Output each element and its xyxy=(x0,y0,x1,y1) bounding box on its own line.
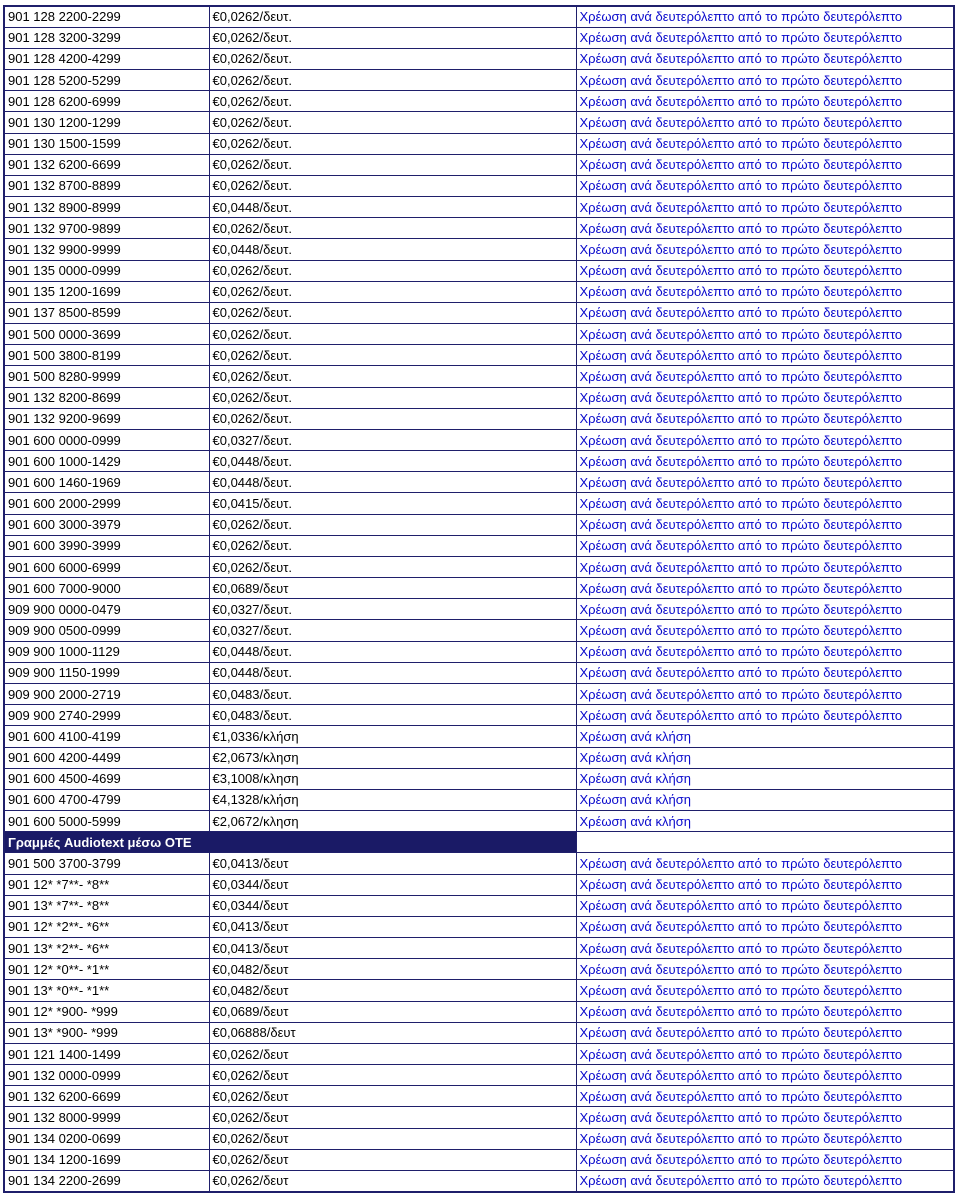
rate-cell: €0,0262/δευτ. xyxy=(209,27,576,48)
number-range-cell: 901 12* *0**- *1** xyxy=(4,959,209,980)
charge-note-cell: Χρέωση ανά δευτερόλεπτο από το πρώτο δευτερόλεπτο xyxy=(576,662,954,683)
table-row xyxy=(4,1086,954,1107)
charge-note-cell: Χρέωση ανά δευτερόλεπτο από το πρώτο δευτερόλεπτο xyxy=(576,514,954,535)
charge-note-cell: Χρέωση ανά δευτερόλεπτο από το πρώτο δευτερόλεπτο xyxy=(576,70,954,91)
table-row xyxy=(4,705,954,726)
charge-note-cell: Χρέωση ανά δευτερόλεπτο από το πρώτο δευτερόλεπτο xyxy=(576,620,954,641)
table-row xyxy=(4,662,954,683)
table-row xyxy=(4,916,954,937)
rate-cell: €0,0262/δευτ. xyxy=(209,514,576,535)
charge-note-cell: Χρέωση ανά δευτερόλεπτο από το πρώτο δευτερόλεπτο xyxy=(576,324,954,345)
table-row xyxy=(4,1022,954,1043)
number-range-cell: 901 128 4200-4299 xyxy=(4,48,209,69)
table-row xyxy=(4,1128,954,1149)
table-row xyxy=(4,281,954,302)
number-range-cell: 901 600 3990-3999 xyxy=(4,535,209,556)
table-row xyxy=(4,1149,954,1170)
number-range-cell: 901 132 0000-0999 xyxy=(4,1065,209,1086)
rate-cell: €2,0672/κληση xyxy=(209,811,576,832)
number-range-cell: 901 600 6000-6999 xyxy=(4,556,209,577)
rate-cell: €0,0344/δευτ xyxy=(209,874,576,895)
rate-cell: €0,0482/δευτ xyxy=(209,959,576,980)
table-row xyxy=(4,27,954,48)
rate-cell: €0,0262/δευτ. xyxy=(209,70,576,91)
number-range-cell: 901 600 7000-9000 xyxy=(4,578,209,599)
number-range-cell: 901 600 3000-3979 xyxy=(4,514,209,535)
charge-note-cell: Χρέωση ανά δευτερόλεπτο από το πρώτο δευτερόλεπτο xyxy=(576,938,954,959)
rate-cell: €0,0262/δευτ. xyxy=(209,281,576,302)
charge-note-cell: Χρέωση ανά δευτερόλεπτο από το πρώτο δευτερόλεπτο xyxy=(576,1128,954,1149)
charge-note-cell: Χρέωση ανά δευτερόλεπτο από το πρώτο δευτερόλεπτο xyxy=(576,48,954,69)
rate-cell: €0,0448/δευτ. xyxy=(209,451,576,472)
rate-cell: €0,0483/δευτ. xyxy=(209,705,576,726)
charge-note-cell: Χρέωση ανά δευτερόλεπτο από το πρώτο δευτερόλεπτο xyxy=(576,1065,954,1086)
charge-note-cell: Χρέωση ανά δευτερόλεπτο από το πρώτο δευτερόλεπτο xyxy=(576,684,954,705)
charge-note-cell: Χρέωση ανά δευτερόλεπτο από το πρώτο δευτερόλεπτο xyxy=(576,112,954,133)
number-range-cell: 901 13* *7**- *8** xyxy=(4,895,209,916)
rate-cell: €0,0262/δευτ. xyxy=(209,408,576,429)
charge-note-cell: Χρέωση ανά δευτερόλεπτο από το πρώτο δευτερόλεπτο xyxy=(576,578,954,599)
table-row xyxy=(4,578,954,599)
number-range-cell: 901 128 6200-6999 xyxy=(4,91,209,112)
charge-note-cell: Χρέωση ανά δευτερόλεπτο από το πρώτο δευτερόλεπτο xyxy=(576,1149,954,1170)
charge-note-cell: Χρέωση ανά δευτερόλεπτο από το πρώτο δευτερόλεπτο xyxy=(576,408,954,429)
number-range-cell: 909 900 2740-2999 xyxy=(4,705,209,726)
charge-note-cell: Χρέωση ανά δευτερόλεπτο από το πρώτο δευτερόλεπτο xyxy=(576,154,954,175)
number-range-cell: 901 13* *900- *999 xyxy=(4,1022,209,1043)
number-range-cell: 901 600 1460-1969 xyxy=(4,472,209,493)
table-row xyxy=(4,1065,954,1086)
number-range-cell: 901 600 5000-5999 xyxy=(4,811,209,832)
charge-note-cell: Χρέωση ανά δευτερόλεπτο από το πρώτο δευτερόλεπτο xyxy=(576,239,954,260)
table-row xyxy=(4,154,954,175)
rate-cell: €0,0262/δευτ. xyxy=(209,218,576,239)
number-range-cell: 901 128 5200-5299 xyxy=(4,70,209,91)
number-range-cell: 901 132 8700-8899 xyxy=(4,175,209,196)
charge-note-cell: Χρέωση ανά δευτερόλεπτο από το πρώτο δευτερόλεπτο xyxy=(576,197,954,218)
table-row xyxy=(4,472,954,493)
table-row xyxy=(4,1107,954,1128)
rate-cell: €0,0262/δευτ. xyxy=(209,535,576,556)
charge-note-cell: Χρέωση ανά δευτερόλεπτο από το πρώτο δευτερόλεπτο xyxy=(576,387,954,408)
table-row xyxy=(4,429,954,450)
charge-note-cell: Χρέωση ανά δευτερόλεπτο από το πρώτο δευτερόλεπτο xyxy=(576,599,954,620)
rate-cell: €0,0413/δευτ xyxy=(209,916,576,937)
charge-note-cell: Χρέωση ανά κλήση xyxy=(576,811,954,832)
table-row xyxy=(4,980,954,1001)
rate-cell: €0,0689/δευτ xyxy=(209,578,576,599)
table-row xyxy=(4,938,954,959)
rate-cell: €2,0673/κληση xyxy=(209,747,576,768)
charge-note-cell: Χρέωση ανά δευτερόλεπτο από το πρώτο δευτερόλεπτο xyxy=(576,91,954,112)
charge-note-cell: Χρέωση ανά δευτερόλεπτο από το πρώτο δευτερόλεπτο xyxy=(576,1022,954,1043)
rate-cell: €0,0262/δευτ xyxy=(209,1107,576,1128)
charge-note-cell: Χρέωση ανά δευτερόλεπτο από το πρώτο δευτερόλεπτο xyxy=(576,6,954,27)
charge-note-cell: Χρέωση ανά δευτερόλεπτο από το πρώτο δευτερόλεπτο xyxy=(576,1107,954,1128)
table-row xyxy=(4,345,954,366)
table-row xyxy=(4,789,954,810)
table-row xyxy=(4,620,954,641)
table-row xyxy=(4,6,954,27)
rate-cell: €0,0483/δευτ. xyxy=(209,684,576,705)
rate-table-body xyxy=(4,6,954,1192)
table-row xyxy=(4,493,954,514)
number-range-cell: 901 134 2200-2699 xyxy=(4,1170,209,1191)
charge-note-cell: Χρέωση ανά δευτερόλεπτο από το πρώτο δευτερόλεπτο xyxy=(576,175,954,196)
charge-note-cell: Χρέωση ανά δευτερόλεπτο από το πρώτο δευτερόλεπτο xyxy=(576,493,954,514)
rate-cell: €0,0448/δευτ. xyxy=(209,197,576,218)
empty-cell xyxy=(576,832,954,853)
rate-cell: €0,06888/δευτ xyxy=(209,1022,576,1043)
charge-note-cell: Χρέωση ανά κλήση xyxy=(576,789,954,810)
charge-note-cell: Χρέωση ανά δευτερόλεπτο από το πρώτο δευτερόλεπτο xyxy=(576,366,954,387)
rate-cell: €0,0262/δευτ. xyxy=(209,302,576,323)
table-row xyxy=(4,112,954,133)
rate-cell: €0,0344/δευτ xyxy=(209,895,576,916)
rate-cell: €0,0262/δευτ. xyxy=(209,112,576,133)
number-range-cell: 909 900 0500-0999 xyxy=(4,620,209,641)
table-row xyxy=(4,556,954,577)
number-range-cell: 901 600 0000-0999 xyxy=(4,429,209,450)
number-range-cell: 901 600 2000-2999 xyxy=(4,493,209,514)
number-range-cell: 901 134 1200-1699 xyxy=(4,1149,209,1170)
table-row xyxy=(4,408,954,429)
number-range-cell: 909 900 1150-1999 xyxy=(4,662,209,683)
table-row xyxy=(4,451,954,472)
rate-cell: €0,0262/δευτ. xyxy=(209,260,576,281)
charge-note-cell: Χρέωση ανά δευτερόλεπτο από το πρώτο δευτερόλεπτο xyxy=(576,1043,954,1064)
table-row xyxy=(4,387,954,408)
charge-note-cell: Χρέωση ανά δευτερόλεπτο από το πρώτο δευτερόλεπτο xyxy=(576,1086,954,1107)
number-range-cell: 909 900 1000-1129 xyxy=(4,641,209,662)
charge-note-cell: Χρέωση ανά δευτερόλεπτο από το πρώτο δευτερόλεπτο xyxy=(576,895,954,916)
number-range-cell: 901 132 8900-8999 xyxy=(4,197,209,218)
rate-cell: €1,0336/κλήση xyxy=(209,726,576,747)
rate-cell: €0,0482/δευτ xyxy=(209,980,576,1001)
charge-note-cell: Χρέωση ανά δευτερόλεπτο από το πρώτο δευτερόλεπτο xyxy=(576,472,954,493)
rate-cell: €0,0262/δευτ. xyxy=(209,324,576,345)
table-row xyxy=(4,1170,954,1191)
table-row xyxy=(4,324,954,345)
section-header-row xyxy=(4,832,954,853)
table-row xyxy=(4,684,954,705)
charge-note-cell: Χρέωση ανά δευτερόλεπτο από το πρώτο δευτερόλεπτο xyxy=(576,345,954,366)
table-row xyxy=(4,768,954,789)
number-range-cell: 901 137 8500-8599 xyxy=(4,302,209,323)
rate-cell: €0,0262/δευτ. xyxy=(209,387,576,408)
rate-cell: €0,0327/δευτ. xyxy=(209,429,576,450)
charge-note-cell: Χρέωση ανά δευτερόλεπτο από το πρώτο δευτερόλεπτο xyxy=(576,27,954,48)
table-row xyxy=(4,91,954,112)
rate-cell: €0,0262/δευτ xyxy=(209,1086,576,1107)
rate-cell: €0,0262/δευτ. xyxy=(209,91,576,112)
rate-cell: €0,0262/δευτ. xyxy=(209,48,576,69)
number-range-cell: 901 13* *2**- *6** xyxy=(4,938,209,959)
table-row xyxy=(4,874,954,895)
table-row xyxy=(4,1001,954,1022)
table-row xyxy=(4,599,954,620)
table-row xyxy=(4,641,954,662)
rate-cell: €0,0327/δευτ. xyxy=(209,620,576,641)
charge-note-cell: Χρέωση ανά δευτερόλεπτο από το πρώτο δευτερόλεπτο xyxy=(576,641,954,662)
table-row xyxy=(4,48,954,69)
rate-cell: €0,0448/δευτ. xyxy=(209,239,576,260)
charge-note-cell: Χρέωση ανά δευτερόλεπτο από το πρώτο δευτερόλεπτο xyxy=(576,874,954,895)
number-range-cell: 901 500 8280-9999 xyxy=(4,366,209,387)
rate-cell: €0,0262/δευτ. xyxy=(209,345,576,366)
rate-cell: €3,1008/κληση xyxy=(209,768,576,789)
charge-note-cell: Χρέωση ανά δευτερόλεπτο από το πρώτο δευτερόλεπτο xyxy=(576,535,954,556)
number-range-cell: 901 600 1000-1429 xyxy=(4,451,209,472)
number-range-cell: 901 600 4100-4199 xyxy=(4,726,209,747)
number-range-cell: 901 12* *900- *999 xyxy=(4,1001,209,1022)
table-row xyxy=(4,853,954,874)
table-row xyxy=(4,726,954,747)
rate-cell: €0,0262/δευτ xyxy=(209,1128,576,1149)
rate-cell: €0,0448/δευτ. xyxy=(209,472,576,493)
rate-cell: €0,0689/δευτ xyxy=(209,1001,576,1022)
charge-note-cell: Χρέωση ανά δευτερόλεπτο από το πρώτο δευτερόλεπτο xyxy=(576,1170,954,1191)
number-range-cell: 901 121 1400-1499 xyxy=(4,1043,209,1064)
number-range-cell: 909 900 2000-2719 xyxy=(4,684,209,705)
number-range-cell: 909 900 0000-0479 xyxy=(4,599,209,620)
number-range-cell: 901 132 9200-9699 xyxy=(4,408,209,429)
number-range-cell: 901 135 0000-0999 xyxy=(4,260,209,281)
charge-note-cell: Χρέωση ανά κλήση xyxy=(576,726,954,747)
rate-cell: €0,0262/δευτ xyxy=(209,1065,576,1086)
table-row xyxy=(4,959,954,980)
table-row xyxy=(4,811,954,832)
charge-note-cell: Χρέωση ανά δευτερόλεπτο από το πρώτο δευτερόλεπτο xyxy=(576,260,954,281)
table-row xyxy=(4,70,954,91)
number-range-cell: 901 135 1200-1699 xyxy=(4,281,209,302)
charge-note-cell: Χρέωση ανά δευτερόλεπτο από το πρώτο δευτερόλεπτο xyxy=(576,218,954,239)
charge-note-cell: Χρέωση ανά δευτερόλεπτο από το πρώτο δευτερόλεπτο xyxy=(576,980,954,1001)
rate-cell: €0,0262/δευτ. xyxy=(209,556,576,577)
charge-note-cell: Χρέωση ανά δευτερόλεπτο από το πρώτο δευτερόλεπτο xyxy=(576,853,954,874)
number-range-cell: 901 132 6200-6699 xyxy=(4,1086,209,1107)
section-title: Γραμμές Audiotext μέσω ΟΤΕ xyxy=(4,832,576,853)
number-range-cell: 901 130 1200-1299 xyxy=(4,112,209,133)
charge-note-cell: Χρέωση ανά δευτερόλεπτο από το πρώτο δευτερόλεπτο xyxy=(576,705,954,726)
number-range-cell: 901 12* *7**- *8** xyxy=(4,874,209,895)
rate-cell: €0,0262/δευτ xyxy=(209,1043,576,1064)
table-row xyxy=(4,218,954,239)
table-row xyxy=(4,366,954,387)
number-range-cell: 901 134 0200-0699 xyxy=(4,1128,209,1149)
number-range-cell: 901 130 1500-1599 xyxy=(4,133,209,154)
number-range-cell: 901 132 9900-9999 xyxy=(4,239,209,260)
number-range-cell: 901 12* *2**- *6** xyxy=(4,916,209,937)
rate-cell: €0,0262/δευτ. xyxy=(209,366,576,387)
rate-cell: €0,0262/δευτ xyxy=(209,1149,576,1170)
charge-note-cell: Χρέωση ανά δευτερόλεπτο από το πρώτο δευτερόλεπτο xyxy=(576,281,954,302)
rate-cell: €0,0262/δευτ. xyxy=(209,6,576,27)
rate-cell: €0,0413/δευτ xyxy=(209,853,576,874)
number-range-cell: 901 600 4500-4699 xyxy=(4,768,209,789)
rate-cell: €4,1328/κλήση xyxy=(209,789,576,810)
charge-note-cell: Χρέωση ανά δευτερόλεπτο από το πρώτο δευτερόλεπτο xyxy=(576,429,954,450)
number-range-cell: 901 13* *0**- *1** xyxy=(4,980,209,1001)
rate-cell: €0,0262/δευτ. xyxy=(209,154,576,175)
charge-note-cell: Χρέωση ανά κλήση xyxy=(576,768,954,789)
table-row xyxy=(4,747,954,768)
rate-cell: €0,0262/δευτ. xyxy=(209,175,576,196)
number-range-cell: 901 132 6200-6699 xyxy=(4,154,209,175)
charge-note-cell: Χρέωση ανά δευτερόλεπτο από το πρώτο δευτερόλεπτο xyxy=(576,916,954,937)
rate-cell: €0,0448/δευτ. xyxy=(209,641,576,662)
charge-note-cell: Χρέωση ανά δευτερόλεπτο από το πρώτο δευτερόλεπτο xyxy=(576,451,954,472)
table-row xyxy=(4,260,954,281)
charge-note-cell: Χρέωση ανά κλήση xyxy=(576,747,954,768)
charge-note-cell: Χρέωση ανά δευτερόλεπτο από το πρώτο δευτερόλεπτο xyxy=(576,556,954,577)
table-row xyxy=(4,895,954,916)
rate-cell: €0,0262/δευτ. xyxy=(209,133,576,154)
rate-cell: €0,0448/δευτ. xyxy=(209,662,576,683)
number-range-cell: 901 600 4700-4799 xyxy=(4,789,209,810)
table-row xyxy=(4,175,954,196)
number-range-cell: 901 500 3700-3799 xyxy=(4,853,209,874)
table-row xyxy=(4,133,954,154)
table-row xyxy=(4,514,954,535)
rate-cell: €0,0262/δευτ xyxy=(209,1170,576,1191)
rate-cell: €0,0413/δευτ xyxy=(209,938,576,959)
rate-cell: €0,0327/δευτ. xyxy=(209,599,576,620)
number-range-cell: 901 128 3200-3299 xyxy=(4,27,209,48)
table-row xyxy=(4,535,954,556)
table-row xyxy=(4,1043,954,1064)
number-range-cell: 901 500 3800-8199 xyxy=(4,345,209,366)
rate-cell: €0,0415/δευτ. xyxy=(209,493,576,514)
charge-note-cell: Χρέωση ανά δευτερόλεπτο από το πρώτο δευτερόλεπτο xyxy=(576,959,954,980)
table-row xyxy=(4,197,954,218)
charge-note-cell: Χρέωση ανά δευτερόλεπτο από το πρώτο δευτερόλεπτο xyxy=(576,1001,954,1022)
charge-note-cell: Χρέωση ανά δευτερόλεπτο από το πρώτο δευτερόλεπτο xyxy=(576,133,954,154)
number-range-cell: 901 500 0000-3699 xyxy=(4,324,209,345)
rate-table xyxy=(3,5,955,1193)
number-range-cell: 901 132 8200-8699 xyxy=(4,387,209,408)
number-range-cell: 901 132 8000-9999 xyxy=(4,1107,209,1128)
table-row xyxy=(4,302,954,323)
number-range-cell: 901 132 9700-9899 xyxy=(4,218,209,239)
table-row xyxy=(4,239,954,260)
charge-note-cell: Χρέωση ανά δευτερόλεπτο από το πρώτο δευτερόλεπτο xyxy=(576,302,954,323)
number-range-cell: 901 600 4200-4499 xyxy=(4,747,209,768)
number-range-cell: 901 128 2200-2299 xyxy=(4,6,209,27)
